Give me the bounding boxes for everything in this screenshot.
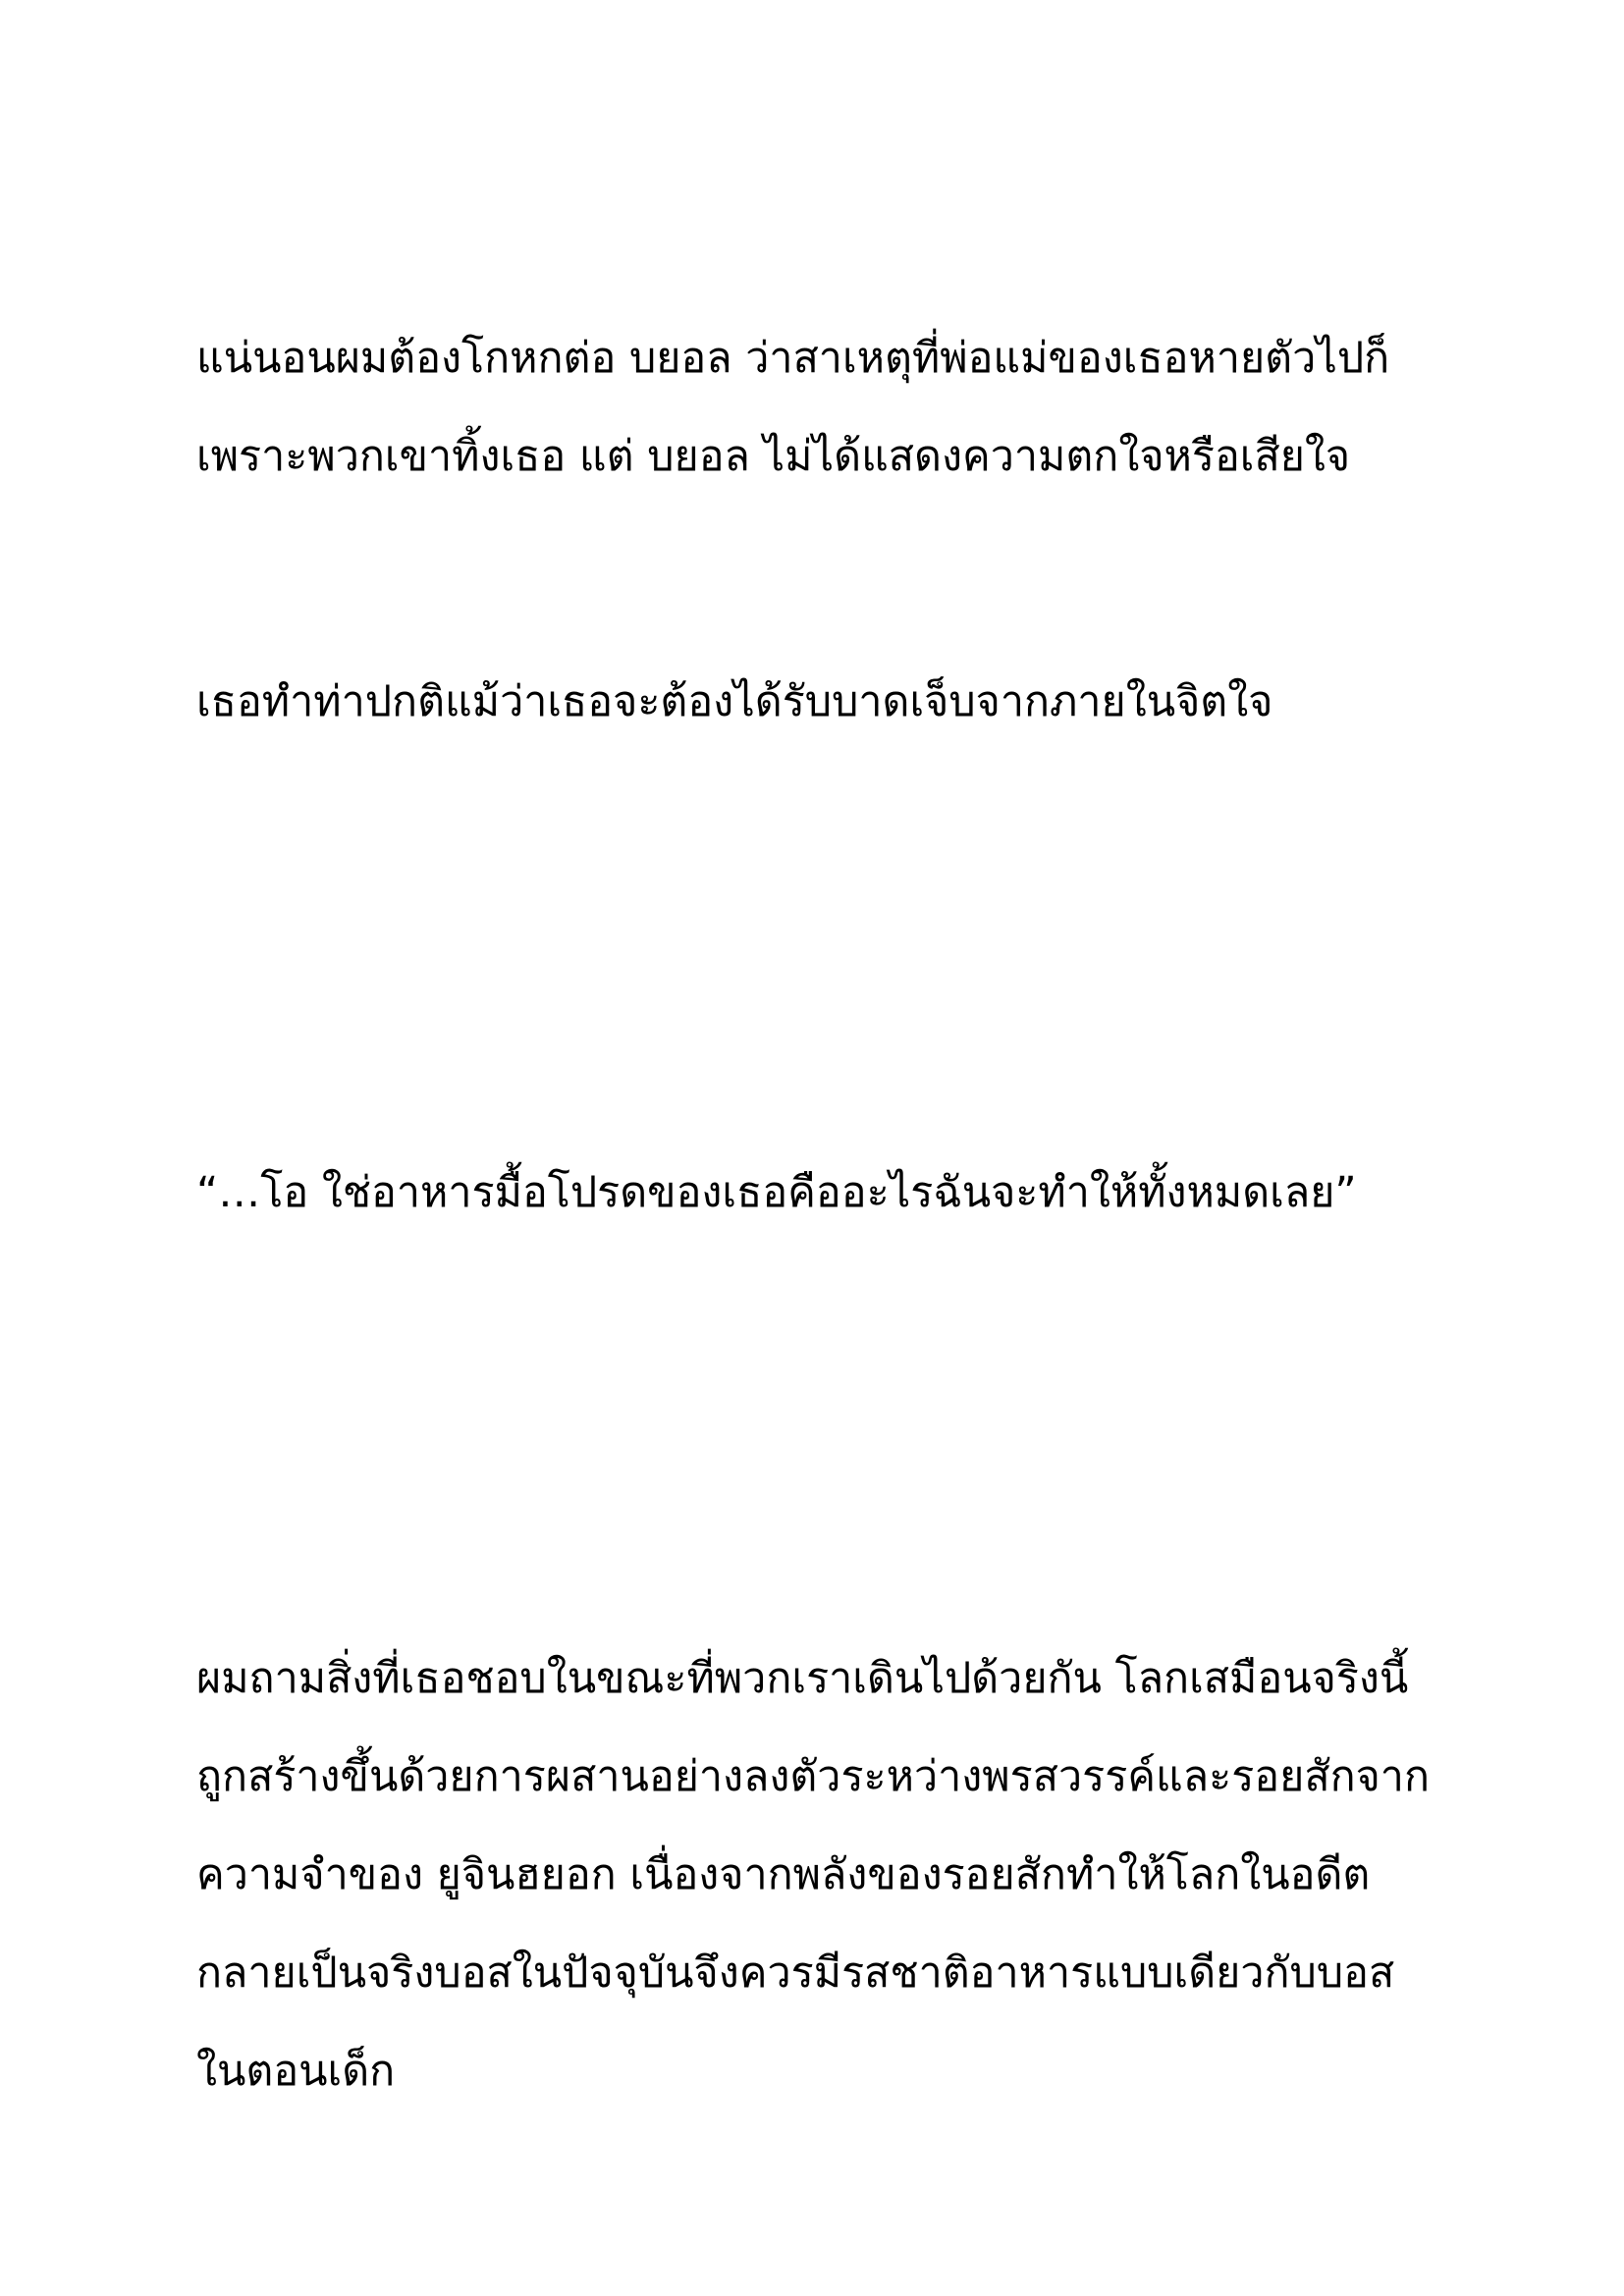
paragraph-2-line-1: เธอทำท่าปกติแม้ว่าเธอจะต้องได้รับบาดเจ็บจากภายในจิตใจ (196, 677, 1273, 726)
paragraph-4-line-4: กลายเป็นจริงบอสในปัจจุบันจึงควรมีรสชาติอาหารแบบเดียวกับบอส (196, 1949, 1395, 1998)
paragraph-1-line-2: เพราะพวกเขาทิ้งเธอ แต่ บยอล ไม่ได้แสดงความตกใจหรือเสียใจ (196, 432, 1351, 481)
paragraph-4-line-2: ถูกสร้างขึ้นด้วยการผสานอย่างลงตัวระหว่างพรสวรรค์และรอยสักจาก (196, 1752, 1430, 1801)
dialogue-line: “…โอ ใช่อาหารมื้อโปรดของเธอคืออะไรฉันจะทำให้ทั้งหมดเลย” (196, 1168, 1357, 1217)
paragraph-4-line-5: ในตอนเด็ก (196, 2047, 396, 2096)
paragraph-4-line-1: ผมถามสิ่งที่เธอชอบในขณะที่พวกเราเดินไปด้วยกัน โลกเสมือนจริงนี้ (196, 1654, 1409, 1703)
paragraph-4-line-3: ความจำของ ยูจินฮยอก เนื่องจากพลังของรอยสักทำให้โลกในอดีต (196, 1850, 1371, 1899)
paragraph-1-line-1: แน่นอนผมต้องโกหกต่อ บยอล ว่าสาเหตุที่พ่อแม่ของเธอหายตัวไปก็ (196, 334, 1390, 383)
